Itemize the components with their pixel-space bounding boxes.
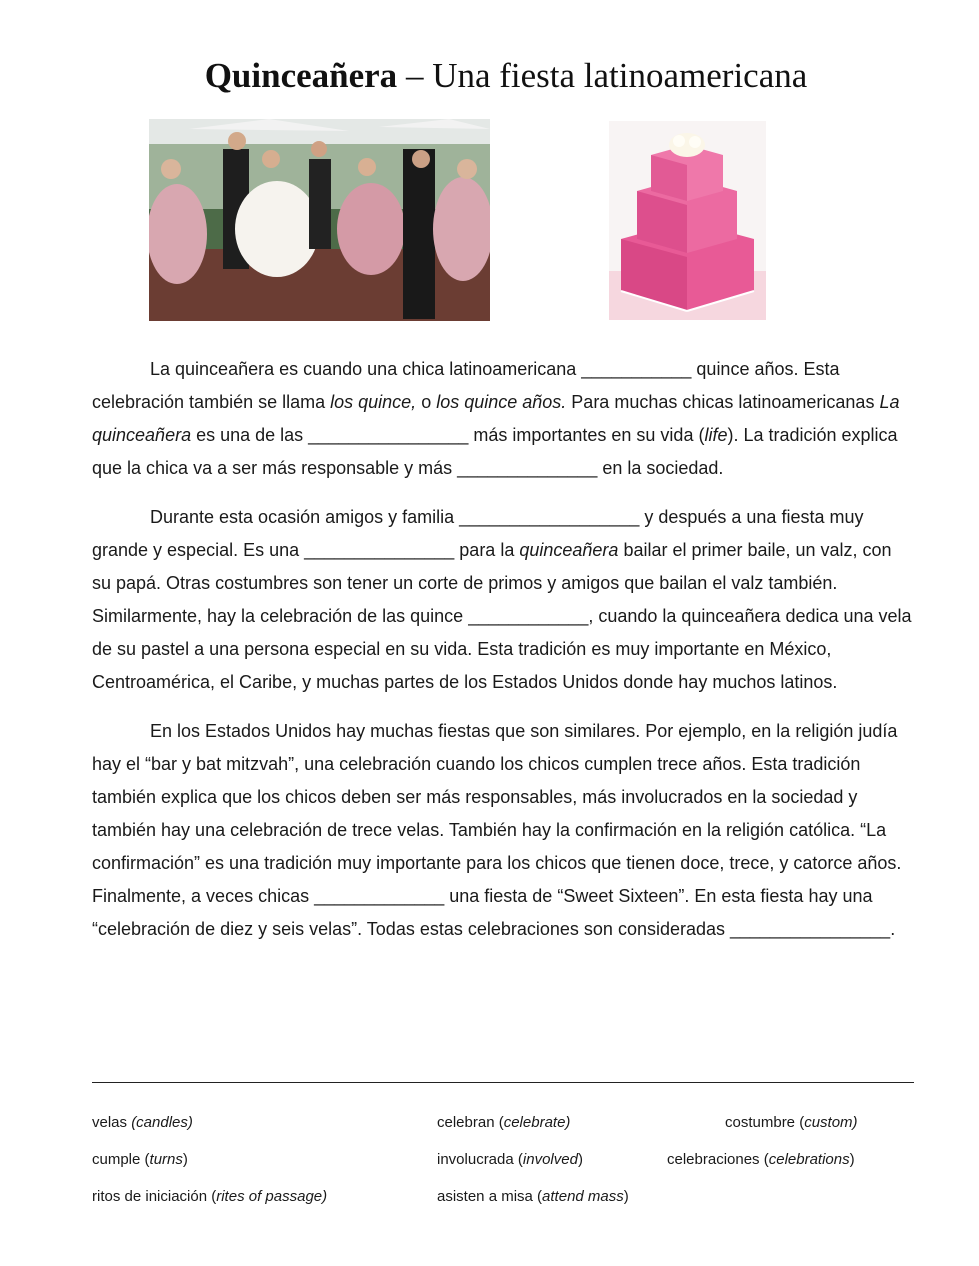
italic-text: La quinceañera — [92, 392, 900, 445]
pink-cake-photo — [609, 121, 766, 320]
text-segment: Para muchas chicas latinoamericanas — [566, 392, 880, 412]
vocab-item: ritos de iniciación (rites of passage) — [92, 1188, 328, 1205]
paragraph — [92, 501, 914, 699]
text-segment: ). La tradición explica que la chica va a ser más responsable y más ______________ en la sociedad. — [92, 425, 898, 478]
text-segment: es una de las ________________ más importantes en su vida ( — [191, 425, 705, 445]
vocab-item: cumple (turns) — [92, 1151, 188, 1168]
vocab-item: involucrada (involved) — [437, 1151, 583, 1168]
text-segment: bailar el primer baile, un valz, con su papá. Otras costumbres son tener un corte de primos y amigos que bailan el valz también. Similarmente, hay la celebración de las quince ____________, cuando la quinceañera dedica una vela de su pastel a una persona especial en su vida. Esta tradición es muy importante en México, Centroamérica, el Caribe, y muchas partes de los Estados Unidos donde hay muchos latinos. — [92, 540, 912, 692]
vocab-item: asisten a misa (attend mass) — [437, 1188, 629, 1205]
quinceanera-dance-photo — [149, 119, 490, 321]
vocab-item: celebraciones (celebrations) — [667, 1151, 855, 1168]
vocab-item: costumbre (custom) — [725, 1114, 858, 1131]
title-rest: – Una fiesta latinoamericana — [397, 56, 808, 95]
italic-text: quinceañera — [519, 540, 619, 560]
italic-text: life — [704, 425, 728, 445]
text-segment: o — [416, 392, 437, 412]
text-segment: En los Estados Unidos hay muchas fiestas que son similares. Por ejemplo, en la religión judía hay el “bar y bat mitzvah”, una celebración cuando los chicos cumplen trece años. Esta tradición también explica que los chicos deben ser más responsables, más involucrados en la sociedad y también hay una celebración de trece velas. También hay la confirmación en la religión católica. “La confirmación” es una tradición muy importante para los chicos que tienen doce, trece, y catorce años. Finalmente, a veces chicas _____________ una fiesta de “Sweet Sixteen”. En esta fiesta hay una “celebración de diez y seis velas”. Todas estas celebraciones son consideradas ________________. — [92, 721, 902, 939]
vocab-item: celebran (celebrate) — [437, 1114, 571, 1131]
paragraph — [92, 353, 914, 485]
title-bold: Quinceañera — [204, 56, 398, 95]
italic-text: los quince, — [330, 392, 417, 412]
article-body — [92, 353, 914, 962]
divider-line — [92, 1082, 914, 1083]
page-title — [0, 56, 979, 96]
vocab-item: velas (candles) — [92, 1114, 193, 1131]
text-segment: Durante esta ocasión amigos y familia __________________ y después a una fiesta muy grande y especial. Es una _______________ para la — [92, 507, 864, 560]
paragraph — [92, 715, 914, 946]
italic-text: los quince años. — [436, 392, 567, 412]
text-segment: La quinceañera es cuando una chica latinoamericana ___________ quince años. Esta celebración también se llama — [92, 359, 840, 412]
